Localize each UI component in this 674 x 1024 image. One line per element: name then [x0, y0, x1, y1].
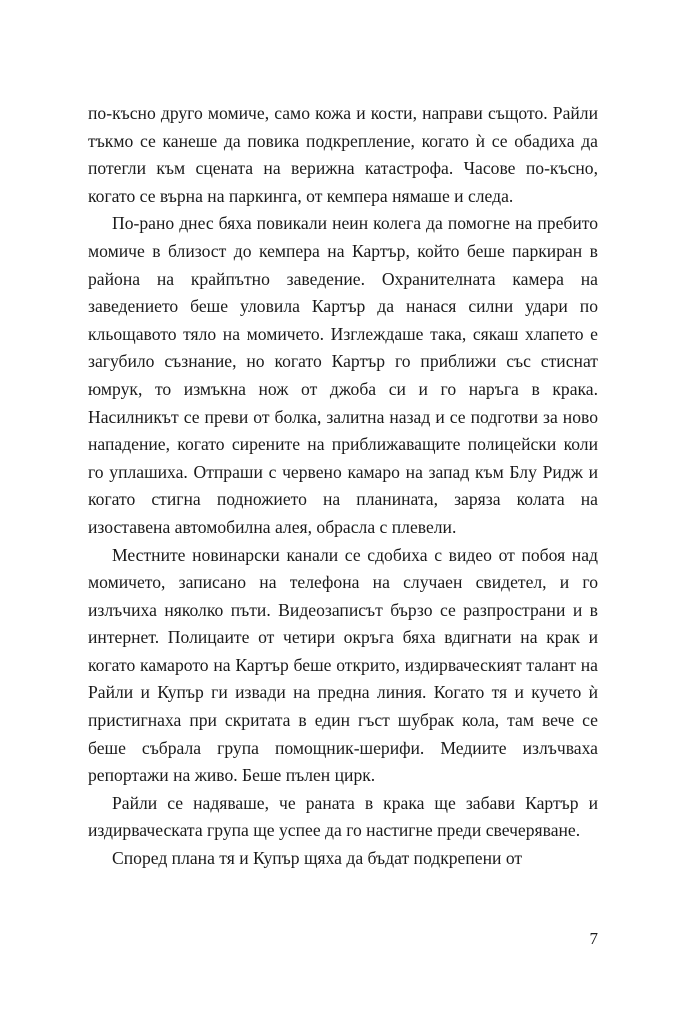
paragraph-4: Райли се надяваше, че раната в крака ще забави Картър и издирваческата група ще успее да го настигне преди свечеряване. [88, 792, 598, 841]
paragraph-1: по-късно друго момиче, само кожа и кости, направи същото. Райли тъкмо се канеше да повика подкрепление, когато ѝ се обадиха да потегли към сцената на верижна катастрофа. Часове по-късно, когато се върна на паркинга, от кемпера нямаше и следа. [88, 103, 598, 206]
page-number: 7 [589, 929, 598, 948]
paragraph-5: Според плана тя и Купър щяха да бъдат подкрепени от [112, 848, 523, 869]
paragraph-2: По-рано днес бяха повикали неин колега да помогне на пребито момиче в близост до кемпера на Картър, който беше паркиран в района на крайпътно заведение. Охранителната камера на заведението беше уловила Картър да нанася силни удари по кльощавото тяло на момичето. Изглеждаше така, сякаш хлапето е загубило съзнание, но когато Картър го приближи със стиснат юмрук, то измъкна нож от джоба си и го наръга в крака. Насилникът се преви от болка, залитна назад и се подготви за ново нападение, когато сирените на приближаващите полицейски коли го уплашиха. Отпраши с червено камаро на запад към Блу Ридж и когато стигна подножието на планината, заряза колата на изоставена автомобилна алея, обрасла с плевели. [88, 213, 598, 537]
page-body [88, 100, 598, 873]
paragraph-3: Местните новинарски канали се сдобиха с видео от побоя над момичето, записано на телефона на случаен свидетел, и го излъчиха няколко пъти. Видеозаписът бързо се разпространи и в интернет. Полицаите от четири окръга бяха вдигнати на крак и когато камарото на Картър беше открито, издирваческият талант на Райли и Купър ги извади на предна линия. Когато тя и кучето ѝ пристигнаха при скритата в един гъст шубрак кола, там вече се беше събрала група помощник-шерифи. Медиите излъчваха репортажи на живо. Беше пълен цирк. [88, 544, 598, 786]
